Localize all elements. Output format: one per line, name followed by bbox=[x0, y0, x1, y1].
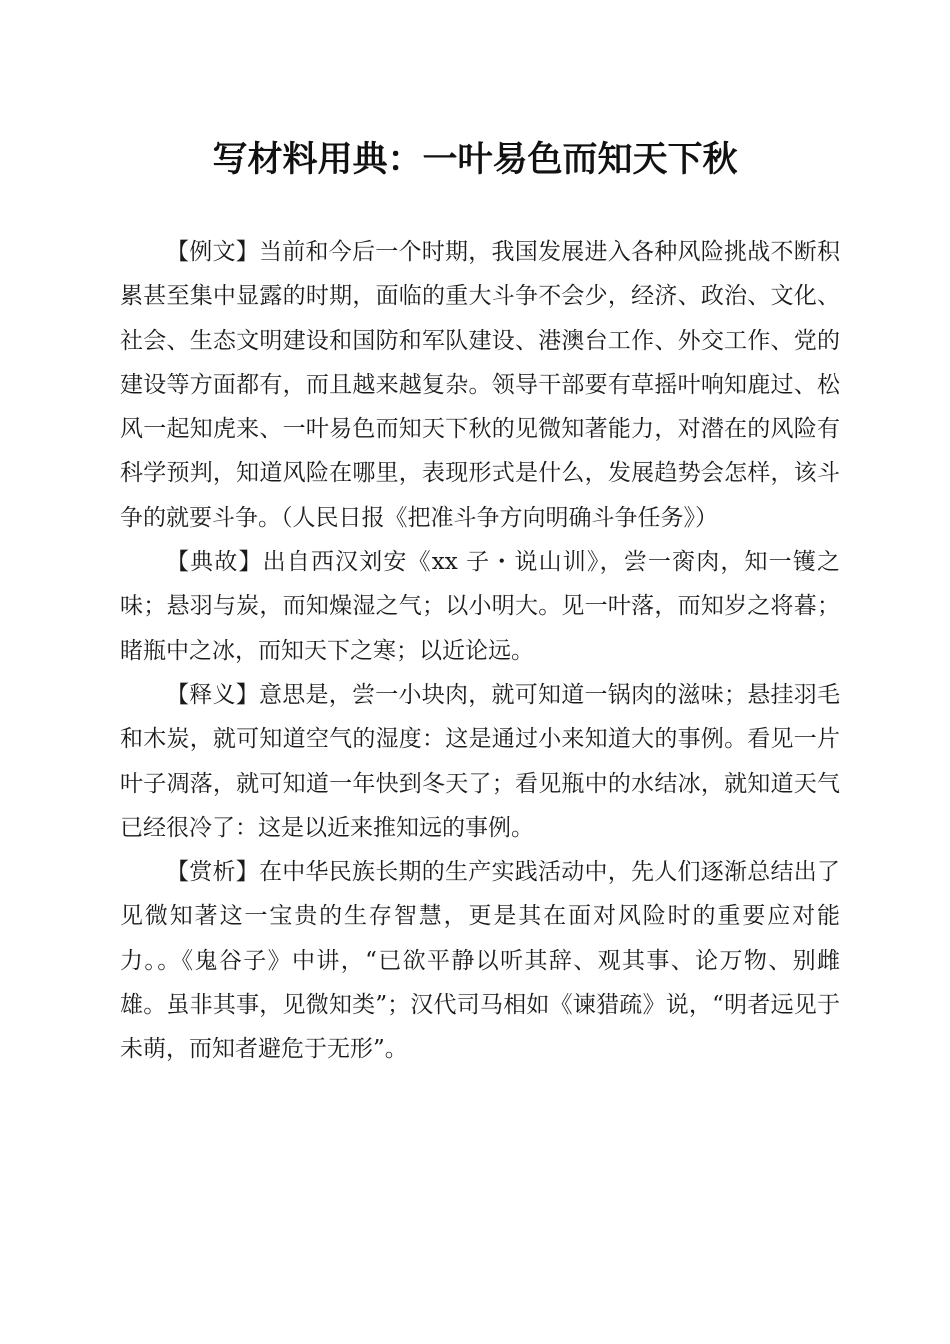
paragraph-allusion: 【典故】出自西汉刘安《xx 子・说山训》，尝一脔肉，知一镬之味；悬羽与炭，而知燥湿之气；以小明大。见一叶落，而知岁之将暮；睹瓶中之冰，而知天下之寒；以近论远。 bbox=[120, 549, 840, 664]
paragraph-example: 【例文】当前和今后一个时期，我国发展进入各种风险挑战不断积累甚至集中显露的时期，面临的重大斗争不会少，经济、政治、文化、社会、生态文明建设和国防和军队建设、港澳台工作、外交工作、党的建设等方面都有，而且越来越复杂。领导干部要有草摇叶响知鹿过、松风一起知虎来、一叶易色而知天下秋的见微知著能力，对潜在的风险有科学预判，知道风险在哪里，表现形式是什么，发展趋势会怎样，该斗争的就要斗争。（人民日报《把准斗争方向明确斗争任务》） bbox=[120, 239, 840, 531]
paragraph-analysis: 【赏析】在中华民族长期的生产实践活动中，先人们逐渐总结出了见微知著这一宝贵的生存智慧，更是其在面对风险时的重要应对能力。。《鬼谷子》中讲，“已欲平静以听其辞、观其事、论万物、别雌雄。虽非其事，见微知类”；汉代司马相如《谏猎疏》说，“明者远见于未萌，而知者避危于无形”。 bbox=[120, 859, 840, 1063]
document-title: 写材料用典：一叶易色而知天下秋 bbox=[212, 139, 738, 180]
document-body bbox=[120, 230, 840, 1072]
paragraph-meaning: 【释义】意思是，尝一小块肉，就可知道一锅肉的滋味；悬挂羽毛和木炭，就可知道空气的湿度：这是通过小来知道大的事例。看见一片叶子凋落，就可知道一年快到冬天了；看见瓶中的水结冰，就知道天气已经很冷了：这是以近来推知远的事例。 bbox=[120, 681, 840, 841]
